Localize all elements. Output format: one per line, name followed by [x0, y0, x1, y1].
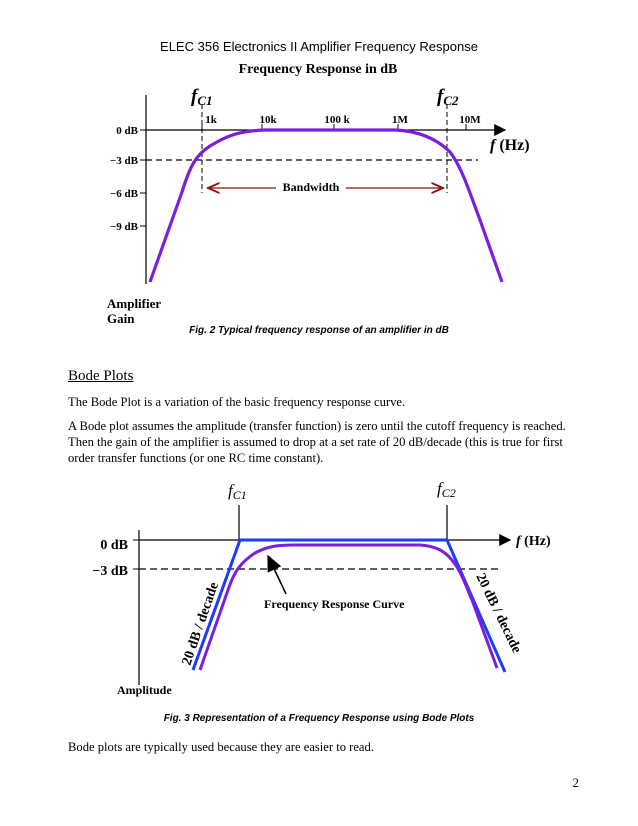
x-tick-label: 1k: [205, 114, 217, 126]
closing-paragraph: Bode plots are typically used because they are easier to read.: [68, 740, 374, 754]
y-tick-label: −6 dB: [110, 188, 138, 200]
x-axis-label: f (Hz): [516, 534, 551, 549]
x-tick-label: 100 k: [324, 114, 350, 126]
paragraph: A Bode plot assumes the amplitude (transfer function) is zero until the cutoff frequency is reached. Then the gain of the amplifier is assumed to drop at a set rate of 20 dB/decade (this is true for first order transfer functions (or one RC time constant).: [68, 419, 566, 465]
figure-2: [0, 55, 638, 335]
y-tick-label: 0 dB: [116, 125, 138, 137]
bandwidth-label: Bandwidth: [282, 180, 340, 194]
y-tick-label: −9 dB: [110, 221, 138, 233]
x-axis-label: f (Hz): [490, 137, 530, 154]
y-tick-label: −3 dB: [92, 564, 128, 579]
left-slope-label: 20 dB / decade: [179, 580, 223, 668]
fc2-label: fC2: [437, 86, 459, 108]
fc1-label: fC1: [228, 481, 247, 502]
curve-pointer-arrow: [268, 556, 286, 594]
y-axis-label-line1: Amplifier: [107, 296, 162, 311]
curve-label: Frequency Response Curve: [264, 597, 405, 611]
page-number: 2: [572, 775, 579, 790]
x-tick-label: 10M: [459, 114, 481, 126]
frequency-response-curve: [150, 130, 502, 282]
y-tick-label: 0 dB: [100, 538, 128, 553]
fc2-label: fC2: [437, 479, 456, 500]
page-header: ELEC 356 Electronics II Amplifier Frequency Response: [160, 39, 478, 54]
fc1-label: fC1: [191, 86, 213, 108]
y-axis-label: Amplitude: [117, 683, 172, 697]
figure-title: Frequency Response in dB: [238, 62, 398, 77]
figure-3: [0, 478, 638, 708]
y-axis-label-line2: Gain: [107, 311, 135, 326]
right-slope-label: 20 dB / decade: [472, 571, 524, 656]
section-heading: Bode Plots: [68, 368, 134, 384]
figure-2-caption: Fig. 2 Typical frequency response of an amplifier in dB: [189, 325, 449, 336]
x-tick-label: 1M: [392, 114, 408, 126]
y-tick-label: −3 dB: [110, 155, 138, 167]
x-tick-label: 10k: [259, 114, 277, 126]
figure-3-caption: Fig. 3 Representation of a Frequency Response using Bode Plots: [163, 713, 475, 724]
paragraph: The Bode Plot is a variation of the basic frequency response curve.: [68, 395, 406, 409]
